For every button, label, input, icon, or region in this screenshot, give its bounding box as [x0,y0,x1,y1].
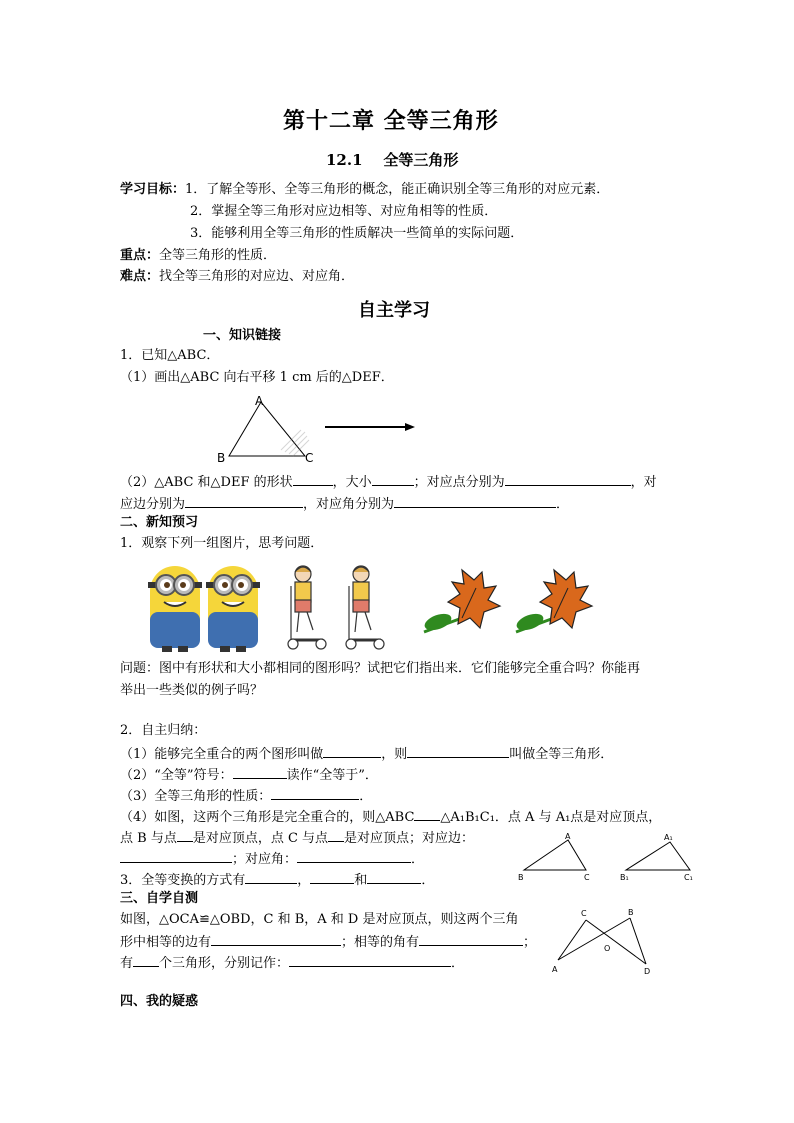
q1-2-text-g: ． [556,497,570,512]
chapter-title: 第十二章 全等三角形 [283,108,499,134]
q2-4-text-f: ；对应角： [232,852,298,867]
q1-2-text-d: ，对 [630,475,657,490]
blank-shape[interactable] [293,472,333,486]
q3-text-c: 和 [354,873,368,888]
blank-corresponding-points[interactable] [505,472,631,486]
minion-left [148,566,202,652]
blank-equal-sides[interactable] [211,932,341,946]
fig3-label-c: C [581,909,587,918]
p3-line3-text-a: 有 [120,956,134,971]
goals-label: 学习目标： [120,182,186,197]
goal-item-2: 2．掌握全等三角形对应边相等、对应角相等的性质． [190,204,498,219]
fig-right-b1: B₁ [620,873,629,882]
q2-4-text-b: △A₁B₁C₁．点 A 与 A₁点是对应顶点， [440,810,662,825]
fig3-label-d: D [644,967,651,976]
goal-item-3: 3．能够利用全等三角形的性质解决一些简单的实际问题． [190,226,524,241]
part2-q2-1 [120,744,613,764]
question-line-2: 举出一些类似的例子吗？ [120,683,264,698]
part2-q2: 2．自主归纳： [120,723,207,738]
triangle-abc-figure [205,390,435,470]
minion-right [206,566,260,652]
q2-2-text-a: （2）“全等”符号： [120,768,233,783]
part2-q3 [120,870,434,890]
blank-corresponding-angles[interactable] [394,494,556,508]
q3-text-b: ， [297,873,311,888]
difficulty-text: 找全等三角形的对应边、对应角． [159,269,355,284]
vertex-c-label: C [305,451,314,465]
blank-properties[interactable] [271,786,359,800]
fig-left-a: A [565,832,571,841]
p3-line2-text-b: ；相等的角有 [341,935,420,950]
blank-triangle-names[interactable] [289,953,451,967]
p3-line3-text-c: ． [451,956,465,971]
blank-corresponding-sides[interactable] [185,494,303,508]
key-point-label: 重点： [120,248,160,263]
part2-q1: 1．观察下列一组图片，思考问题． [120,536,324,551]
goal-item-1: 1．了解全等形、全等三角形的概念，能正确识别全等三角形的对应元素． [185,182,610,197]
part3-line-2 [120,932,536,952]
part1-q1: 1．已知△ABC． [120,348,220,363]
self-study-title: 自主学习 [358,300,430,321]
difficulty [120,268,354,286]
blank-corresponding-sides-2[interactable] [120,849,232,863]
fig-left-c: C [584,873,590,882]
q2-4-text-g: ． [411,852,425,867]
learning-goals [120,181,609,199]
q1-2-text-e: 应边分别为 [120,497,186,512]
blank-point-b[interactable] [177,828,193,842]
fig3-label-o: O [604,944,611,953]
blank-congruent-figures[interactable] [323,744,381,758]
q1-2-text-f: ，对应角分别为 [303,497,395,512]
leaves-image [422,562,608,646]
q2-1-text-b: ，则 [381,747,408,762]
minions-image [146,560,266,654]
q3-text-d: ． [421,873,435,888]
blank-point-c[interactable] [328,828,344,842]
q1-2-text-a: （2）△ABC 和△DEF 的形状 [120,475,293,490]
blank-congruent-symbol[interactable] [233,765,287,779]
blank-size[interactable] [372,472,414,486]
part3-line-3 [120,953,464,973]
part1-q1-2-line1 [120,472,657,492]
part2-q2-4-line2 [120,828,474,848]
p3-line2-text-a: 形中相等的边有 [120,935,212,950]
part3-heading: 三、自学自测 [120,891,199,906]
blank-transform-2[interactable] [310,870,354,884]
blank-transform-1[interactable] [245,870,297,884]
kid-left [288,566,326,649]
part2-q2-4-line3 [120,849,424,869]
q2-2-text-b: 读作“全等于”． [286,768,378,783]
q2-3-text-a: （3）全等三角形的性质： [120,789,272,804]
fig-left-b: B [518,873,524,882]
part1-q1-1: （1）画出△ABC 向右平移 1 cm 后的△DEF． [120,370,394,385]
part2-q2-2 [120,765,378,785]
q1-2-text-b: ，大小 [332,475,372,490]
difficulty-label: 难点： [120,269,160,284]
fig3-label-a: A [552,965,558,974]
section-title: 12.1 全等三角形 [326,151,459,169]
blank-corresponding-angles-2[interactable] [297,849,411,863]
q2-4-text-e: 是对应顶点；对应边： [344,831,475,846]
q2-3-text-b: ． [359,789,373,804]
part1-heading: 一、知识链接 [203,328,282,343]
part4-heading: 四、我的疑惑 [120,994,199,1009]
part2-q2-3 [120,786,372,806]
part2-q2-4-line1 [120,807,661,827]
blank-congruent-triangles-def[interactable] [407,744,509,758]
blank-congruence-relation[interactable] [414,807,440,821]
leaf-branch-right [514,570,592,633]
fig-right-a1: A₁ [664,833,673,842]
part3-line-1: 如图，△OCA≌△OBD，C 和 B，A 和 D 是对应顶点，则这两个三角 [120,912,519,927]
vertex-a-label: A [255,394,264,408]
part2-heading: 二、新知预习 [120,515,199,530]
leaf-branch-left [422,570,500,633]
crossed-triangles-figure [544,906,664,978]
question-line-1: 问题：图中有形状和大小都相同的图形吗？试把它们指出来．它们能够完全重合吗？你能再 [120,661,641,676]
scooter-kids-image [283,560,399,654]
key-point-text: 全等三角形的性质． [159,248,277,263]
blank-equal-angles[interactable] [419,932,523,946]
fig3-label-b: B [628,908,634,917]
blank-transform-3[interactable] [367,870,421,884]
p3-line3-text-b: 个三角形，分别记作： [159,956,290,971]
fig-right-c1: C₁ [684,873,693,882]
q2-1-text-a: （1）能够完全重合的两个图形叫做 [120,747,324,762]
vertex-b-label: B [217,451,226,465]
arrow-right-icon [405,423,415,431]
blank-triangle-count[interactable] [133,953,159,967]
q2-4-text-a: （4）如图，这两个三角形是完全重合的，则△ABC [120,810,415,825]
congruent-triangles-figure [512,830,702,884]
q3-text-a: 3．全等变换的方式有 [120,873,246,888]
kid-right [346,566,384,649]
q2-4-text-d: 是对应顶点，点 C 与点 [192,831,329,846]
q2-1-text-c: 叫做全等三角形． [509,747,614,762]
part1-q1-2-line2 [120,494,569,514]
key-point [120,247,276,265]
q2-4-text-c: 点 B 与点 [120,831,177,846]
p3-line2-text-c: ； [523,935,537,950]
q1-2-text-c: ；对应点分别为 [413,475,505,490]
